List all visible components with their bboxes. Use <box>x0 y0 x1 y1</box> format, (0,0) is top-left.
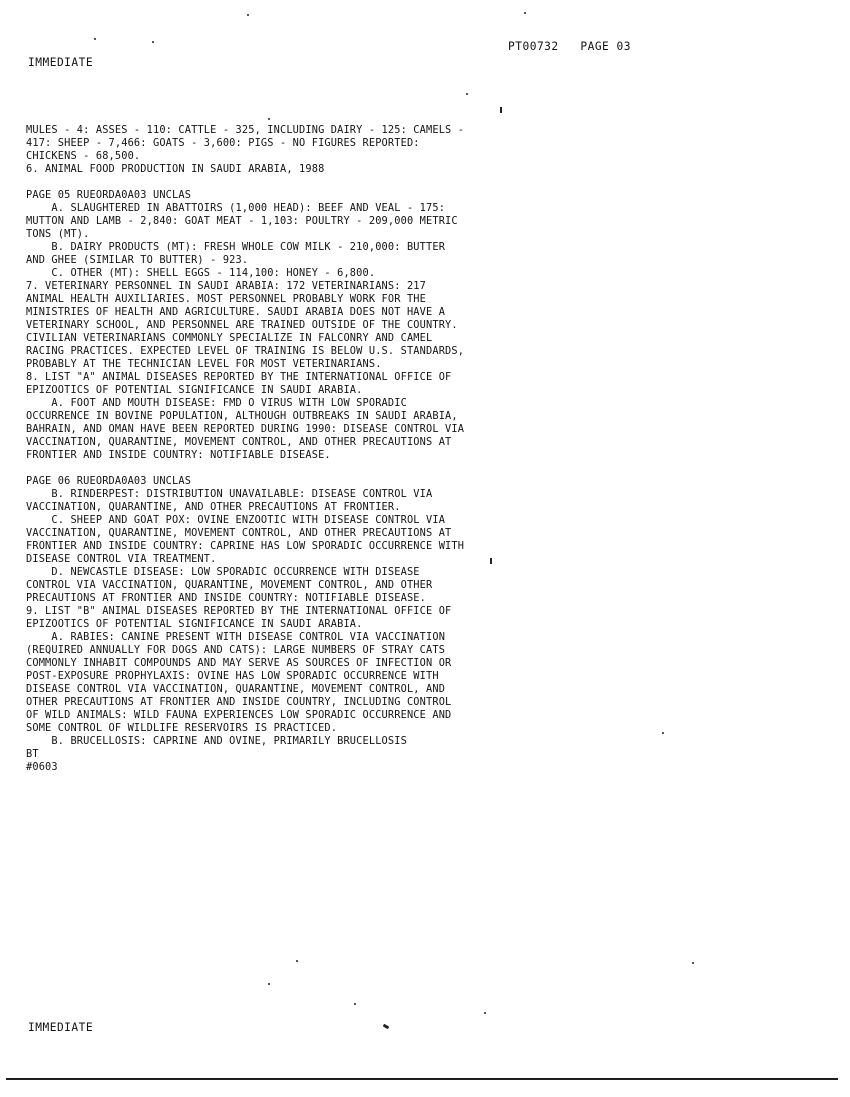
text-line: MULES - 4: ASSES - 110: CATTLE - 325, INCLUDING DAIRY - 125: CAMELS - <box>26 124 465 136</box>
text-line: 417: SHEEP - 7,466: GOATS - 3,600: PIGS - NO FIGURES REPORTED: <box>26 137 420 149</box>
scan-speck <box>94 38 96 40</box>
bottom-rule <box>6 1078 838 1080</box>
text-line: CHICKENS - 68,500. <box>26 150 141 162</box>
text-line: EPIZOOTICS OF POTENTIAL SIGNIFICANCE IN SAUDI ARABIA. <box>26 384 363 396</box>
scan-speck <box>247 14 249 16</box>
scan-speck <box>268 118 270 120</box>
text-line: 7. VETERINARY PERSONNEL IN SAUDI ARABIA: 172 VETERINARIANS: 217 <box>26 280 427 292</box>
text-line: A. FOOT AND MOUTH DISEASE: FMD O VIRUS WITH LOW SPORADIC <box>26 397 407 409</box>
text-line: 6. ANIMAL FOOD PRODUCTION IN SAUDI ARABIA, 1988 <box>26 163 325 175</box>
scan-speck <box>662 732 664 734</box>
scan-speck <box>490 558 492 564</box>
text-line: B. RINDERPEST: DISTRIBUTION UNAVAILABLE: DISEASE CONTROL VIA <box>26 488 433 500</box>
text-line <box>26 462 836 475</box>
text-line: BAHRAIN, AND OMAN HAVE BEEN REPORTED DURING 1990: DISEASE CONTROL VIA <box>26 423 465 435</box>
text-line: B. DAIRY PRODUCTS (MT): FRESH WHOLE COW MILK - 210,000: BUTTER <box>26 241 446 253</box>
text-line: C. OTHER (MT): SHELL EGGS - 114,100: HONEY - 6,800. <box>26 267 376 279</box>
text-line: RACING PRACTICES. EXPECTED LEVEL OF TRAINING IS BELOW U.S. STANDARDS, <box>26 345 465 357</box>
text-line: DISEASE CONTROL VIA TREATMENT. <box>26 553 217 565</box>
message-reference: PT00732 PAGE 03 <box>508 40 632 53</box>
text-line: FRONTIER AND INSIDE COUNTRY: NOTIFIABLE DISEASE. <box>26 449 331 461</box>
text-line: B. BRUCELLOSIS: CAPRINE AND OVINE, PRIMARILY BRUCELLOSIS <box>26 735 407 747</box>
scan-speck <box>383 1024 390 1030</box>
text-line: A. RABIES: CANINE PRESENT WITH DISEASE CONTROL VIA VACCINATION <box>26 631 446 643</box>
text-line: CIVILIAN VETERINARIANS COMMONLY SPECIALIZE IN FALCONRY AND CAMEL <box>26 332 433 344</box>
text-line: COMMONLY INHABIT COMPOUNDS AND MAY SERVE AS SOURCES OF INFECTION OR <box>26 657 452 669</box>
text-line: VACCINATION, QUARANTINE, MOVEMENT CONTROL, AND OTHER PRECAUTIONS AT <box>26 527 452 539</box>
text-line: PAGE 06 RUEORDA0A03 UNCLAS <box>26 475 192 487</box>
text-line: 9. LIST "B" ANIMAL DISEASES REPORTED BY THE INTERNATIONAL OFFICE OF <box>26 605 452 617</box>
text-line: OF WILD ANIMALS: WILD FAUNA EXPERIENCES LOW SPORADIC OCCURRENCE AND <box>26 709 452 721</box>
text-line: DISEASE CONTROL VIA VACCINATION, QUARANTINE, MOVEMENT CONTROL, AND <box>26 683 446 695</box>
text-line: CONTROL VIA VACCINATION, QUARANTINE, MOVEMENT CONTROL, AND OTHER <box>26 579 433 591</box>
scan-speck <box>466 93 468 95</box>
priority-header: IMMEDIATE <box>28 56 94 69</box>
text-line: PROBABLY AT THE TECHNICIAN LEVEL FOR MOST VETERINARIANS. <box>26 358 382 370</box>
message-body <box>26 124 836 774</box>
text-line: 8. LIST "A" ANIMAL DISEASES REPORTED BY THE INTERNATIONAL OFFICE OF <box>26 371 452 383</box>
text-line: MINISTRIES OF HEALTH AND AGRICULTURE. SAUDI ARABIA DOES NOT HAVE A <box>26 306 446 318</box>
text-line: MUTTON AND LAMB - 2,840: GOAT MEAT - 1,103: POULTRY - 209,000 METRIC <box>26 215 458 227</box>
text-line: (REQUIRED ANNUALLY FOR DOGS AND CATS): LARGE NUMBERS OF STRAY CATS <box>26 644 446 656</box>
scan-speck <box>524 12 526 14</box>
text-line: POST-EXPOSURE PROPHYLAXIS: OVINE HAS LOW SPORADIC OCCURRENCE WITH <box>26 670 439 682</box>
text-line: SOME CONTROL OF WILDLIFE RESERVOIRS IS PRACTICED. <box>26 722 338 734</box>
text-line: AND GHEE (SIMILAR TO BUTTER) - 923. <box>26 254 249 266</box>
scan-speck <box>500 107 502 113</box>
scan-speck <box>692 962 694 964</box>
scan-speck <box>296 960 298 962</box>
text-line: #0603 <box>26 761 58 773</box>
text-line: PAGE 05 RUEORDA0A03 UNCLAS <box>26 189 192 201</box>
text-line: OTHER PRECAUTIONS AT FRONTIER AND INSIDE COUNTRY, INCLUDING CONTROL <box>26 696 452 708</box>
text-line: FRONTIER AND INSIDE COUNTRY: CAPRINE HAS LOW SPORADIC OCCURRENCE WITH <box>26 540 465 552</box>
text-line: PRECAUTIONS AT FRONTIER AND INSIDE COUNTRY: NOTIFIABLE DISEASE. <box>26 592 427 604</box>
text-line: D. NEWCASTLE DISEASE: LOW SPORADIC OCCURRENCE WITH DISEASE <box>26 566 420 578</box>
text-line <box>26 176 836 189</box>
text-line: A. SLAUGHTERED IN ABATTOIRS (1,000 HEAD): BEEF AND VEAL - 175: <box>26 202 446 214</box>
text-line: C. SHEEP AND GOAT POX: OVINE ENZOOTIC WITH DISEASE CONTROL VIA <box>26 514 446 526</box>
text-line: OCCURRENCE IN BOVINE POPULATION, ALTHOUGH OUTBREAKS IN SAUDI ARABIA, <box>26 410 458 422</box>
scan-speck <box>268 983 270 985</box>
text-line: VACCINATION, QUARANTINE, AND OTHER PRECAUTIONS AT FRONTIER. <box>26 501 401 513</box>
text-line: ANIMAL HEALTH AUXILIARIES. MOST PERSONNEL PROBABLY WORK FOR THE <box>26 293 427 305</box>
scan-speck <box>152 41 154 43</box>
text-line: VETERINARY SCHOOL, AND PERSONNEL ARE TRAINED OUTSIDE OF THE COUNTRY. <box>26 319 458 331</box>
text-line: EPIZOOTICS OF POTENTIAL SIGNIFICANCE IN SAUDI ARABIA. <box>26 618 363 630</box>
scan-speck <box>484 1012 486 1014</box>
text-line: VACCINATION, QUARANTINE, MOVEMENT CONTROL, AND OTHER PRECAUTIONS AT <box>26 436 452 448</box>
text-line: TONS (MT). <box>26 228 90 240</box>
priority-footer: IMMEDIATE <box>28 1021 94 1034</box>
scan-speck <box>354 1003 356 1005</box>
text-line: BT <box>26 748 39 760</box>
